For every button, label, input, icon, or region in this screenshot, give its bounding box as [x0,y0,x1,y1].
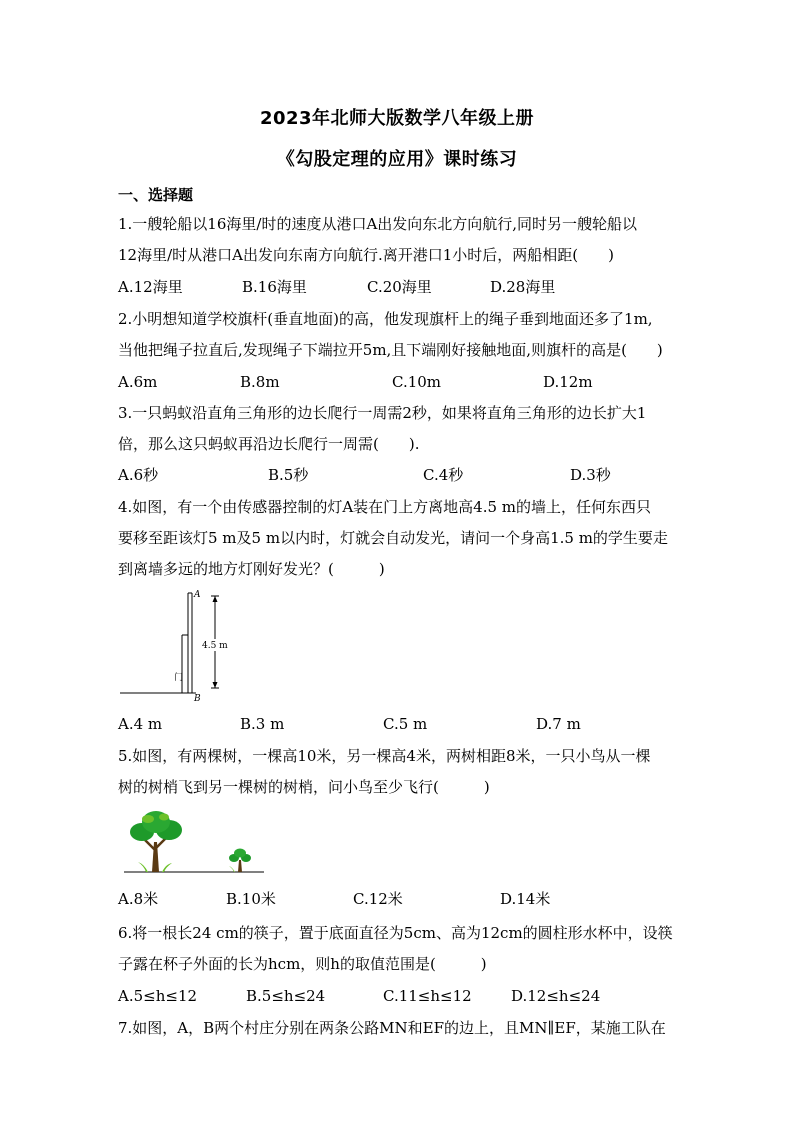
q5-option-b: B.10米 [226,890,276,908]
q5-text-line2: 树的树梢飞到另一棵树的树梢，问小鸟至少飞行( ) [118,778,490,796]
q1-text-line2: 12海里/时从港口A出发向东南方向航行.离开港口1小时后，两船相距( ) [118,246,614,264]
q2-option-c: C.10m [392,373,442,391]
point-b-label: B [194,694,201,704]
q4-figure [118,585,248,705]
q2-option-d: D.12m [543,373,593,391]
q1-text-line1: 1.一艘轮船以16海里/时的速度从港口A出发向东北方向航行,同时另一艘轮船以 [118,215,638,233]
q6-text-line2: 子露在杯子外面的长为hcm，则h的取值范围是( ) [118,955,487,973]
q4-text-line2: 要移至距该灯5 m及5 m以内时，灯就会自动发光，请问一个身高1.5 m的学生要走 [118,529,668,547]
q3-text-line1: 3.一只蚂蚁沿直角三角形的边长爬行一周需2秒，如果将直角三角形的边长扩大1 [118,404,647,422]
q5-option-c: C.12米 [353,890,403,908]
q4-text-line1: 4.如图，有一个由传感器控制的灯A装在门上方离地高4.5 m的墙上，任何东西只 [118,498,651,516]
q2-option-b: B.8m [240,373,280,391]
door-label: 门 [174,673,184,683]
section-heading: 一、选择题 [118,186,194,204]
q6-text-line1: 6.将一根长24 cm的筷子，置于底面直径为5cm、高为12cm的圆柱形水杯中，设筷 [118,924,673,942]
q4-option-c: C.5 m [383,715,428,733]
short-tree-icon [229,849,251,873]
page-subtitle: 《勾股定理的应用》课时练习 [276,149,518,170]
tall-tree-icon [130,811,182,872]
q5-text-line1: 5.如图，有两棵树，一棵高10米，另一棵高4米，两树相距8米，一只小鸟从一棵 [118,747,651,765]
q4-option-b: B.3 m [240,715,285,733]
q1-option-a: A.12海里 [118,278,183,296]
dim-arrow-up [213,596,218,602]
q7-text-line1: 7.如图，A，B两个村庄分别在两条公路MN和EF的边上，且MN∥EF，某施工队在 [118,1019,666,1037]
dim-arrow-down [213,682,218,688]
q3-option-b: B.5秒 [268,466,309,484]
height-label: 4.5 m [202,641,228,651]
q2-text-line1: 2.小明想知道学校旗杆(垂直地面)的高，他发现旗杆上的绳子垂到地面还多了1m, [118,310,653,328]
q2-text-line2: 当他把绳子拉直后,发现绳子下端拉开5m,且下端刚好接触地面,则旗杆的高是( ) [118,341,663,359]
q3-text-line2: 倍，那么这只蚂蚁再沿边长爬行一周需( ). [118,435,420,453]
q2-option-a: A.6m [118,373,158,391]
q3-option-d: D.3秒 [570,466,611,484]
q4-text-line3: 到离墙多远的地方灯刚好发光？( ) [118,560,385,578]
q1-option-c: C.20海里 [367,278,432,296]
point-a-label: A [194,590,201,600]
q4-option-a: A.4 m [118,715,163,733]
q5-option-d: D.14米 [500,890,551,908]
q6-option-d: D.12≤h≤24 [511,987,601,1005]
q1-option-d: D.28海里 [490,278,556,296]
q3-option-c: C.4秒 [423,466,464,484]
q3-option-a: A.6秒 [118,466,159,484]
q6-option-a: A.5≤h≤12 [118,987,198,1005]
q6-option-b: B.5≤h≤24 [246,987,326,1005]
q6-option-c: C.11≤h≤12 [383,987,472,1005]
q4-option-d: D.7 m [536,715,581,733]
q5-option-a: A.8米 [118,890,159,908]
q5-figure [118,808,268,878]
page-title: 2023年北师大版数学八年级上册 [259,108,535,129]
q1-option-b: B.16海里 [242,278,307,296]
